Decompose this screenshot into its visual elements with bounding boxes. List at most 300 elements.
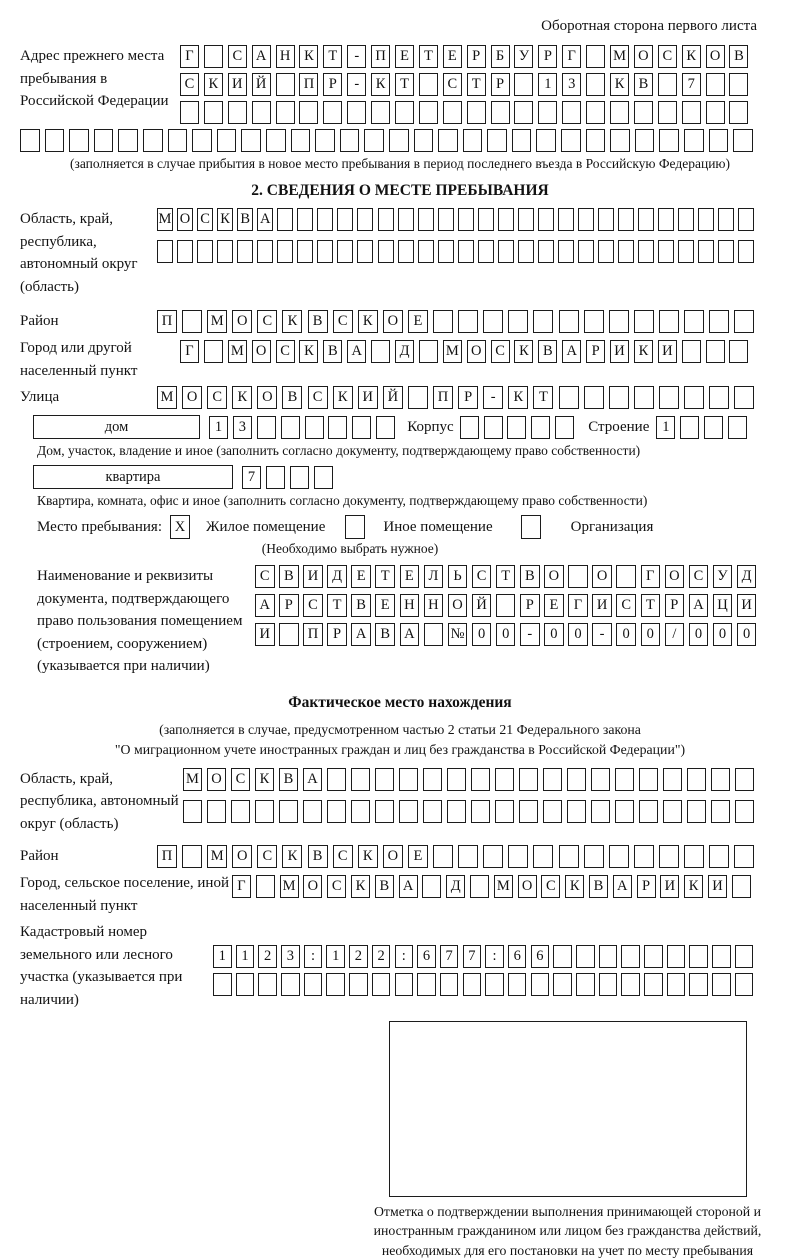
char-box[interactable] bbox=[578, 240, 594, 263]
char-box[interactable]: Д bbox=[395, 340, 414, 363]
char-box[interactable]: С bbox=[207, 386, 227, 409]
char-box[interactable]: О bbox=[592, 565, 612, 588]
char-box[interactable] bbox=[519, 768, 538, 791]
char-box[interactable] bbox=[684, 845, 704, 868]
char-box[interactable]: С bbox=[658, 45, 677, 68]
char-box[interactable] bbox=[327, 768, 346, 791]
char-box[interactable]: 3 bbox=[233, 416, 252, 439]
char-box[interactable] bbox=[576, 973, 595, 996]
char-box[interactable] bbox=[357, 240, 373, 263]
char-box[interactable]: М bbox=[183, 768, 202, 791]
char-box[interactable] bbox=[458, 845, 478, 868]
char-box[interactable] bbox=[659, 129, 679, 152]
char-box[interactable] bbox=[352, 416, 371, 439]
char-box[interactable] bbox=[460, 416, 479, 439]
char-box[interactable]: 0 bbox=[641, 623, 661, 646]
char-box[interactable] bbox=[538, 101, 557, 124]
char-box[interactable]: М bbox=[157, 208, 173, 231]
char-box[interactable]: 0 bbox=[496, 623, 516, 646]
char-box[interactable]: Г bbox=[180, 340, 199, 363]
char-box[interactable]: О bbox=[448, 594, 468, 617]
char-box[interactable] bbox=[337, 240, 353, 263]
char-box[interactable]: В bbox=[375, 623, 395, 646]
char-box[interactable] bbox=[734, 310, 754, 333]
char-box[interactable]: Е bbox=[443, 45, 462, 68]
char-box[interactable] bbox=[684, 129, 704, 152]
char-box[interactable] bbox=[447, 800, 466, 823]
char-box[interactable]: К bbox=[684, 875, 703, 898]
char-box[interactable]: К bbox=[299, 45, 318, 68]
char-box[interactable]: Т bbox=[419, 45, 438, 68]
char-box[interactable] bbox=[586, 45, 605, 68]
char-box[interactable] bbox=[729, 73, 748, 96]
char-box[interactable]: В bbox=[520, 565, 540, 588]
char-box[interactable] bbox=[395, 101, 414, 124]
char-box[interactable] bbox=[729, 101, 748, 124]
char-box[interactable] bbox=[659, 386, 679, 409]
char-box[interactable]: Е bbox=[544, 594, 564, 617]
char-box[interactable] bbox=[559, 310, 579, 333]
char-box[interactable]: / bbox=[665, 623, 685, 646]
char-box[interactable] bbox=[562, 101, 581, 124]
char-box[interactable] bbox=[183, 800, 202, 823]
char-box[interactable]: А bbox=[613, 875, 632, 898]
char-box[interactable] bbox=[678, 240, 694, 263]
char-box[interactable]: У bbox=[713, 565, 733, 588]
char-box[interactable] bbox=[217, 240, 233, 263]
char-box[interactable] bbox=[378, 240, 394, 263]
char-box[interactable]: Р bbox=[520, 594, 540, 617]
char-box[interactable]: С bbox=[257, 310, 277, 333]
char-box[interactable] bbox=[496, 594, 516, 617]
char-box[interactable] bbox=[709, 845, 729, 868]
char-box[interactable] bbox=[533, 845, 553, 868]
char-box[interactable] bbox=[658, 73, 677, 96]
char-box[interactable] bbox=[266, 129, 286, 152]
char-box[interactable]: 1 bbox=[209, 416, 228, 439]
char-box[interactable]: : bbox=[485, 945, 504, 968]
char-box[interactable]: П bbox=[433, 386, 453, 409]
char-box[interactable] bbox=[217, 129, 237, 152]
char-box[interactable] bbox=[207, 800, 226, 823]
char-box[interactable]: 1 bbox=[236, 945, 255, 968]
char-box[interactable] bbox=[372, 973, 391, 996]
char-box[interactable] bbox=[281, 416, 300, 439]
char-box[interactable]: К bbox=[682, 45, 701, 68]
char-box[interactable]: К bbox=[358, 845, 378, 868]
char-box[interactable]: Т bbox=[641, 594, 661, 617]
char-box[interactable] bbox=[680, 416, 699, 439]
char-box[interactable] bbox=[204, 45, 223, 68]
char-box[interactable] bbox=[399, 768, 418, 791]
char-box[interactable] bbox=[706, 340, 725, 363]
char-box[interactable] bbox=[610, 129, 630, 152]
char-box[interactable]: А bbox=[351, 623, 371, 646]
char-box[interactable] bbox=[304, 973, 323, 996]
char-box[interactable] bbox=[423, 768, 442, 791]
char-box[interactable] bbox=[498, 240, 514, 263]
char-box[interactable] bbox=[408, 386, 428, 409]
char-box[interactable] bbox=[279, 800, 298, 823]
char-box[interactable] bbox=[734, 386, 754, 409]
char-box[interactable]: Н bbox=[424, 594, 444, 617]
char-box[interactable] bbox=[483, 845, 503, 868]
char-box[interactable] bbox=[709, 310, 729, 333]
char-box[interactable] bbox=[438, 208, 454, 231]
char-box[interactable]: 0 bbox=[568, 623, 588, 646]
char-box[interactable] bbox=[568, 565, 588, 588]
char-box[interactable] bbox=[177, 240, 193, 263]
char-box[interactable] bbox=[256, 875, 275, 898]
char-box[interactable] bbox=[733, 129, 753, 152]
char-box[interactable]: И bbox=[255, 623, 275, 646]
char-box[interactable]: С bbox=[689, 565, 709, 588]
char-box[interactable] bbox=[417, 973, 436, 996]
char-box[interactable]: Р bbox=[323, 73, 342, 96]
char-box[interactable] bbox=[555, 416, 574, 439]
char-box[interactable] bbox=[290, 466, 309, 489]
char-box[interactable] bbox=[678, 208, 694, 231]
char-box[interactable] bbox=[634, 101, 653, 124]
char-box[interactable]: П bbox=[157, 845, 177, 868]
char-box[interactable]: Р bbox=[637, 875, 656, 898]
char-box[interactable] bbox=[375, 768, 394, 791]
char-box[interactable] bbox=[357, 208, 373, 231]
char-box[interactable] bbox=[538, 240, 554, 263]
char-box[interactable]: Г bbox=[568, 594, 588, 617]
char-box[interactable]: - bbox=[347, 73, 366, 96]
char-box[interactable] bbox=[598, 240, 614, 263]
char-box[interactable]: К bbox=[610, 73, 629, 96]
char-box[interactable] bbox=[638, 240, 654, 263]
char-box[interactable] bbox=[326, 973, 345, 996]
char-box[interactable] bbox=[735, 945, 754, 968]
char-box[interactable]: 7 bbox=[463, 945, 482, 968]
char-box[interactable] bbox=[337, 208, 353, 231]
char-box[interactable] bbox=[371, 101, 390, 124]
char-box[interactable] bbox=[458, 208, 474, 231]
char-box[interactable]: М bbox=[157, 386, 177, 409]
char-box[interactable] bbox=[204, 101, 223, 124]
char-box[interactable] bbox=[328, 416, 347, 439]
char-box[interactable] bbox=[395, 973, 414, 996]
char-box[interactable] bbox=[315, 129, 335, 152]
char-box[interactable] bbox=[698, 240, 714, 263]
char-box[interactable] bbox=[389, 129, 409, 152]
char-box[interactable]: О bbox=[257, 386, 277, 409]
char-box[interactable] bbox=[706, 73, 725, 96]
char-box[interactable] bbox=[735, 800, 754, 823]
char-box[interactable] bbox=[484, 416, 503, 439]
char-box[interactable]: А bbox=[347, 340, 366, 363]
char-box[interactable]: В bbox=[729, 45, 748, 68]
char-box[interactable] bbox=[667, 945, 686, 968]
char-box[interactable] bbox=[639, 800, 658, 823]
char-box[interactable] bbox=[447, 768, 466, 791]
char-box[interactable]: О bbox=[706, 45, 725, 68]
char-box[interactable]: Й bbox=[472, 594, 492, 617]
char-box[interactable]: Л bbox=[424, 565, 444, 588]
char-box[interactable] bbox=[618, 208, 634, 231]
char-box[interactable] bbox=[303, 800, 322, 823]
char-box[interactable]: К bbox=[565, 875, 584, 898]
char-box[interactable] bbox=[561, 129, 581, 152]
char-box[interactable] bbox=[610, 101, 629, 124]
char-box[interactable] bbox=[706, 101, 725, 124]
char-box[interactable]: С bbox=[180, 73, 199, 96]
char-box[interactable] bbox=[735, 768, 754, 791]
char-box[interactable] bbox=[735, 973, 754, 996]
char-box[interactable] bbox=[317, 208, 333, 231]
char-box[interactable] bbox=[281, 973, 300, 996]
char-box[interactable] bbox=[586, 101, 605, 124]
char-box[interactable] bbox=[45, 129, 65, 152]
char-box[interactable] bbox=[257, 416, 276, 439]
char-box[interactable] bbox=[266, 466, 285, 489]
char-box[interactable]: Т bbox=[467, 73, 486, 96]
char-box[interactable]: С bbox=[231, 768, 250, 791]
char-box[interactable]: 2 bbox=[349, 945, 368, 968]
char-box[interactable]: 7 bbox=[242, 466, 261, 489]
char-box[interactable] bbox=[615, 768, 634, 791]
char-box[interactable] bbox=[118, 129, 138, 152]
char-box[interactable] bbox=[615, 800, 634, 823]
char-box[interactable]: С bbox=[327, 875, 346, 898]
char-box[interactable]: И bbox=[228, 73, 247, 96]
char-box[interactable] bbox=[487, 129, 507, 152]
char-box[interactable] bbox=[349, 973, 368, 996]
char-box[interactable]: 1 bbox=[538, 73, 557, 96]
char-box[interactable] bbox=[586, 73, 605, 96]
char-box[interactable] bbox=[347, 101, 366, 124]
char-box[interactable] bbox=[738, 208, 754, 231]
char-box[interactable] bbox=[423, 800, 442, 823]
char-box[interactable] bbox=[418, 240, 434, 263]
char-box[interactable]: О bbox=[232, 310, 252, 333]
char-box[interactable]: - bbox=[483, 386, 503, 409]
char-box[interactable]: Р bbox=[665, 594, 685, 617]
char-box[interactable] bbox=[364, 129, 384, 152]
char-box[interactable] bbox=[634, 845, 654, 868]
char-box[interactable] bbox=[553, 945, 572, 968]
char-box[interactable] bbox=[495, 800, 514, 823]
char-box[interactable]: А bbox=[689, 594, 709, 617]
char-box[interactable]: О bbox=[383, 845, 403, 868]
char-box[interactable]: Р bbox=[491, 73, 510, 96]
char-box[interactable] bbox=[419, 340, 438, 363]
char-box[interactable] bbox=[559, 386, 579, 409]
char-box[interactable] bbox=[398, 240, 414, 263]
char-box[interactable]: О bbox=[182, 386, 202, 409]
char-box[interactable] bbox=[414, 129, 434, 152]
char-box[interactable]: С bbox=[472, 565, 492, 588]
char-box[interactable]: М bbox=[207, 310, 227, 333]
char-box[interactable]: А bbox=[255, 594, 275, 617]
char-box[interactable] bbox=[323, 101, 342, 124]
char-box[interactable] bbox=[471, 768, 490, 791]
char-box[interactable]: А bbox=[400, 623, 420, 646]
char-box[interactable] bbox=[609, 845, 629, 868]
char-box[interactable]: К bbox=[282, 845, 302, 868]
char-box[interactable] bbox=[709, 386, 729, 409]
char-box[interactable]: О bbox=[634, 45, 653, 68]
char-box[interactable] bbox=[584, 845, 604, 868]
char-box[interactable]: О bbox=[252, 340, 271, 363]
char-box[interactable] bbox=[518, 208, 534, 231]
char-box[interactable]: М bbox=[494, 875, 513, 898]
char-box[interactable]: - bbox=[592, 623, 612, 646]
char-box[interactable] bbox=[591, 768, 610, 791]
char-box[interactable]: 1 bbox=[213, 945, 232, 968]
char-box[interactable] bbox=[598, 208, 614, 231]
char-box[interactable]: Ь bbox=[448, 565, 468, 588]
char-box[interactable]: Д bbox=[737, 565, 757, 588]
char-box[interactable] bbox=[305, 416, 324, 439]
char-box[interactable]: О bbox=[232, 845, 252, 868]
char-box[interactable] bbox=[609, 310, 629, 333]
char-box[interactable]: М bbox=[610, 45, 629, 68]
char-box[interactable] bbox=[734, 845, 754, 868]
char-box[interactable]: Ц bbox=[713, 594, 733, 617]
char-box[interactable] bbox=[638, 208, 654, 231]
char-box[interactable] bbox=[351, 768, 370, 791]
char-box[interactable]: К bbox=[508, 386, 528, 409]
char-box[interactable] bbox=[204, 340, 223, 363]
stay-option-checkbox-residential[interactable]: X bbox=[170, 515, 190, 539]
char-box[interactable] bbox=[519, 800, 538, 823]
char-box[interactable] bbox=[419, 73, 438, 96]
char-box[interactable] bbox=[531, 973, 550, 996]
char-box[interactable] bbox=[609, 386, 629, 409]
char-box[interactable] bbox=[463, 129, 483, 152]
char-box[interactable] bbox=[438, 129, 458, 152]
char-box[interactable]: Е bbox=[400, 565, 420, 588]
char-box[interactable]: Р bbox=[327, 623, 347, 646]
char-box[interactable]: Н bbox=[400, 594, 420, 617]
char-box[interactable] bbox=[438, 240, 454, 263]
char-box[interactable]: А bbox=[257, 208, 273, 231]
char-box[interactable] bbox=[299, 101, 318, 124]
char-box[interactable]: С bbox=[443, 73, 462, 96]
char-box[interactable]: К bbox=[255, 768, 274, 791]
char-box[interactable]: О bbox=[518, 875, 537, 898]
char-box[interactable]: И bbox=[358, 386, 378, 409]
char-box[interactable]: И bbox=[592, 594, 612, 617]
char-box[interactable]: С bbox=[197, 208, 213, 231]
char-box[interactable] bbox=[485, 973, 504, 996]
char-box[interactable] bbox=[738, 240, 754, 263]
char-box[interactable] bbox=[682, 101, 701, 124]
char-box[interactable]: В bbox=[308, 310, 328, 333]
char-box[interactable]: С bbox=[255, 565, 275, 588]
char-box[interactable] bbox=[709, 129, 729, 152]
char-box[interactable]: № bbox=[448, 623, 468, 646]
char-box[interactable]: Т bbox=[533, 386, 553, 409]
char-box[interactable] bbox=[433, 310, 453, 333]
char-box[interactable] bbox=[559, 845, 579, 868]
char-box[interactable]: Д bbox=[446, 875, 465, 898]
char-box[interactable] bbox=[491, 101, 510, 124]
char-box[interactable] bbox=[478, 240, 494, 263]
char-box[interactable] bbox=[558, 240, 574, 263]
char-box[interactable] bbox=[237, 240, 253, 263]
char-box[interactable] bbox=[616, 565, 636, 588]
char-box[interactable] bbox=[618, 240, 634, 263]
char-box[interactable]: В bbox=[634, 73, 653, 96]
char-box[interactable]: В bbox=[279, 768, 298, 791]
char-box[interactable] bbox=[514, 73, 533, 96]
char-box[interactable] bbox=[663, 768, 682, 791]
char-box[interactable]: С bbox=[303, 594, 323, 617]
char-box[interactable] bbox=[531, 416, 550, 439]
char-box[interactable] bbox=[658, 101, 677, 124]
char-box[interactable]: Е bbox=[408, 845, 428, 868]
char-box[interactable]: Т bbox=[327, 594, 347, 617]
char-box[interactable] bbox=[553, 973, 572, 996]
char-box[interactable]: К bbox=[371, 73, 390, 96]
char-box[interactable]: В bbox=[279, 565, 299, 588]
char-box[interactable] bbox=[495, 768, 514, 791]
char-box[interactable] bbox=[586, 129, 606, 152]
char-box[interactable]: 0 bbox=[472, 623, 492, 646]
char-box[interactable]: К bbox=[232, 386, 252, 409]
char-box[interactable]: Г bbox=[180, 45, 199, 68]
char-box[interactable] bbox=[498, 208, 514, 231]
char-box[interactable] bbox=[543, 768, 562, 791]
char-box[interactable]: К bbox=[204, 73, 223, 96]
char-box[interactable] bbox=[317, 240, 333, 263]
char-box[interactable]: Е bbox=[395, 45, 414, 68]
char-box[interactable] bbox=[659, 845, 679, 868]
char-box[interactable] bbox=[255, 800, 274, 823]
char-box[interactable] bbox=[718, 240, 734, 263]
char-box[interactable] bbox=[257, 240, 273, 263]
char-box[interactable] bbox=[467, 101, 486, 124]
char-box[interactable]: : bbox=[395, 945, 414, 968]
char-box[interactable]: 0 bbox=[616, 623, 636, 646]
char-box[interactable] bbox=[704, 416, 723, 439]
char-box[interactable]: 6 bbox=[508, 945, 527, 968]
char-box[interactable] bbox=[182, 310, 202, 333]
char-box[interactable] bbox=[682, 340, 701, 363]
char-box[interactable]: П bbox=[371, 45, 390, 68]
char-box[interactable] bbox=[378, 208, 394, 231]
char-box[interactable]: Е bbox=[408, 310, 428, 333]
char-box[interactable]: 1 bbox=[326, 945, 345, 968]
char-box[interactable] bbox=[718, 208, 734, 231]
char-box[interactable] bbox=[180, 101, 199, 124]
char-box[interactable]: С bbox=[276, 340, 295, 363]
char-box[interactable]: А bbox=[252, 45, 271, 68]
char-box[interactable]: 3 bbox=[281, 945, 300, 968]
char-box[interactable]: П bbox=[303, 623, 323, 646]
char-box[interactable]: Р bbox=[467, 45, 486, 68]
char-box[interactable] bbox=[711, 800, 730, 823]
char-box[interactable] bbox=[168, 129, 188, 152]
char-box[interactable]: П bbox=[299, 73, 318, 96]
char-box[interactable]: В bbox=[589, 875, 608, 898]
char-box[interactable] bbox=[538, 208, 554, 231]
char-box[interactable]: 1 bbox=[656, 416, 675, 439]
char-box[interactable]: Р bbox=[538, 45, 557, 68]
char-box[interactable] bbox=[518, 240, 534, 263]
char-box[interactable]: С bbox=[257, 845, 277, 868]
char-box[interactable]: Р bbox=[458, 386, 478, 409]
char-box[interactable] bbox=[634, 310, 654, 333]
char-box[interactable] bbox=[658, 208, 674, 231]
char-box[interactable] bbox=[20, 129, 40, 152]
char-box[interactable]: - bbox=[520, 623, 540, 646]
